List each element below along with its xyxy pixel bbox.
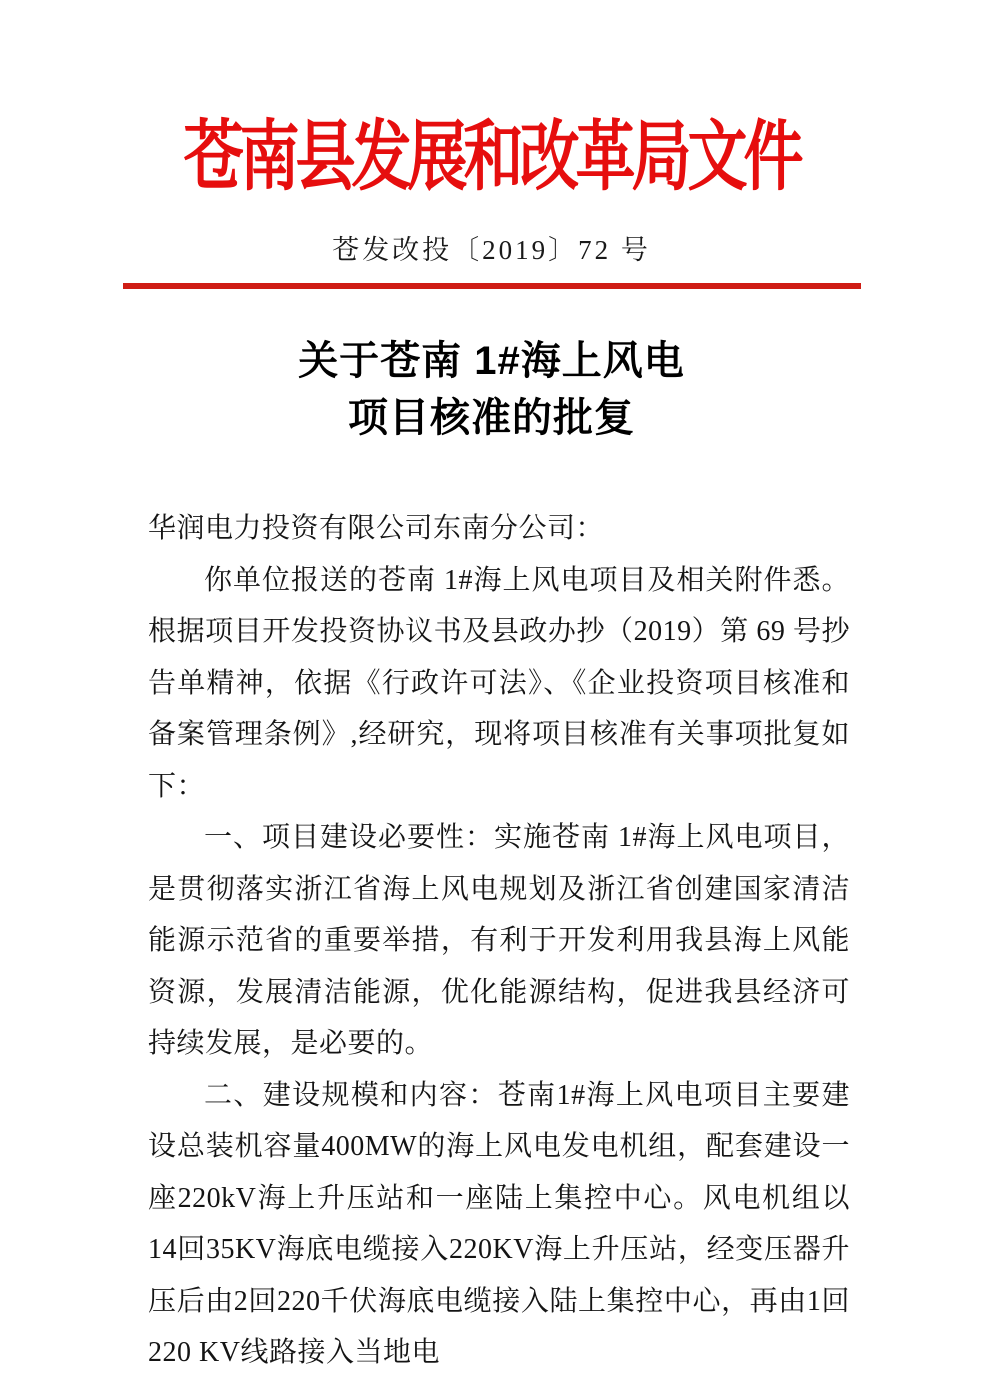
letterhead-title: 苍南县发展和改革局文件 <box>183 115 800 200</box>
document-body <box>148 503 850 1379</box>
paragraph: 你单位报送的苍南 1#海上风电项目及相关附件悉。根据项目开发投资协议书及县政办抄（2019）第 69 号抄告单精神，依据《行政许可法》、《企业投资项目核准和备案管理条例》,经研究，现将项目核准有关事项批复如下： <box>148 564 850 802</box>
letterhead-section <box>0 0 983 200</box>
salutation: 华润电力投资有限公司东南分公司： <box>148 513 605 544</box>
document-title-line1: 关于苍南 1#海上风电 <box>298 339 685 383</box>
red-divider-line <box>123 283 861 289</box>
document-number: 苍发改投〔2019〕72 号 <box>332 235 651 265</box>
document-title-line2: 项目核准的批复 <box>348 396 635 440</box>
paragraph: 二、建设规模和内容：苍南1#海上风电项目主要建设总装机容量400MW的海上风电发电机组，配套建设一座220kV海上升压站和一座陆上集控中心。风电机组以14回35KV海底电缆接入220KV海上升压站，经变压器升压后由2回220千伏海底电缆接入陆上集控中心，再由1回220 KV线路接入当地电 <box>148 1079 850 1368</box>
document-title <box>0 333 983 447</box>
paragraph: 一、项目建设必要性：实施苍南 1#海上风电项目，是贯彻落实浙江省海上风电规划及浙江省创建国家清洁能源示范省的重要举措，有利于开发利用我县海上风能资源，发展清洁能源，优化能源结构，促进我县经济可持续发展，是必要的。 <box>148 822 850 1059</box>
